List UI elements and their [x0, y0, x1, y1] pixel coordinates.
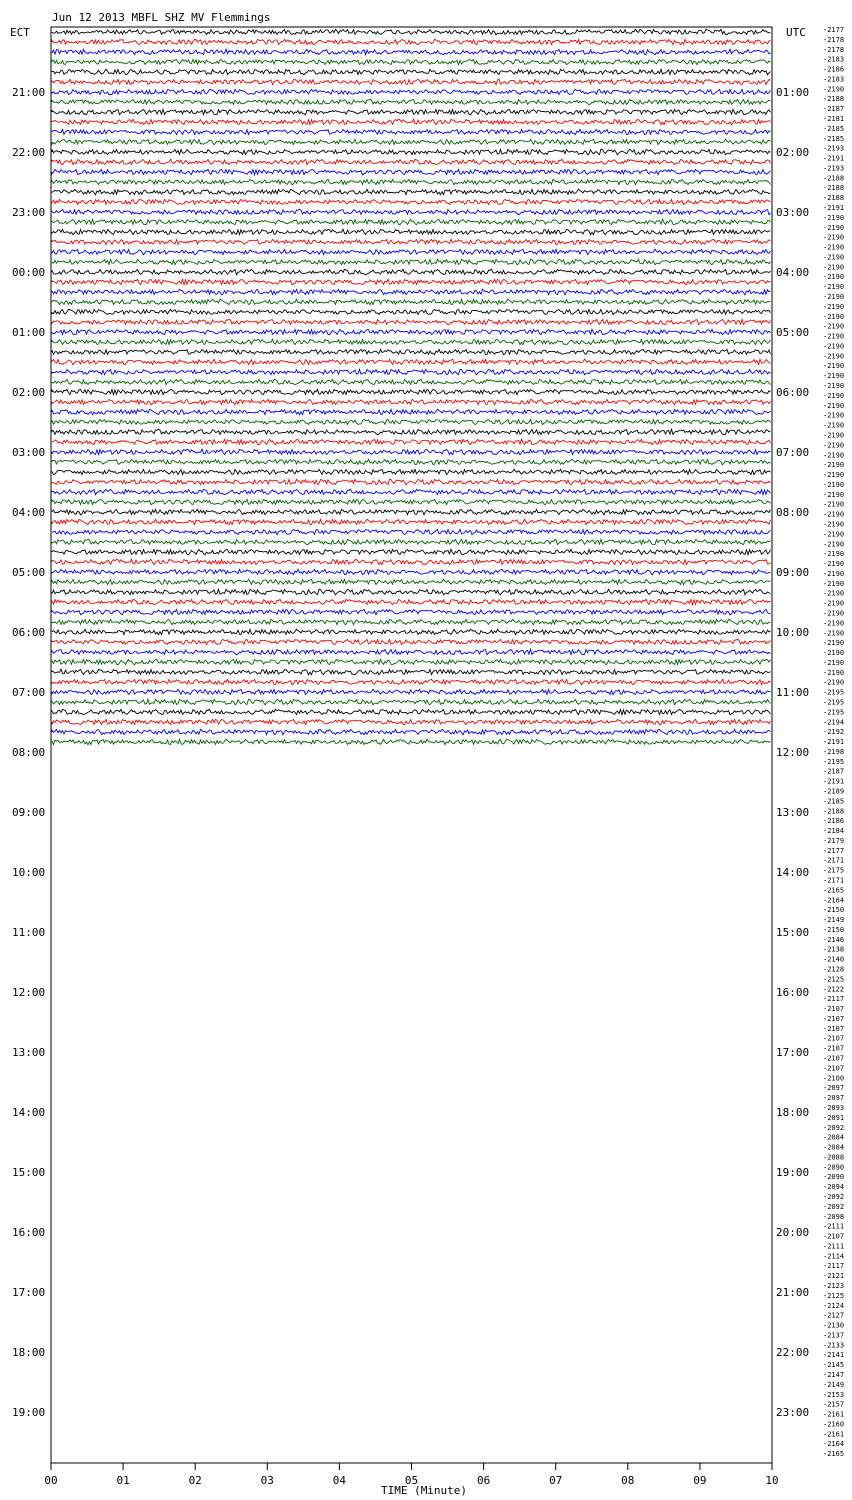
trace-line — [52, 639, 771, 644]
offset-label: -2092 — [823, 1202, 845, 1211]
x-tick-label: 00 — [44, 1474, 58, 1487]
left-hour-label: 08:00 — [12, 746, 46, 759]
right-hour-label: 23:00 — [776, 1406, 810, 1419]
offset-label: -2107 — [823, 1232, 845, 1241]
offset-label: -2093 — [823, 1104, 845, 1112]
offset-label: -2190 — [823, 658, 845, 667]
trace-line — [52, 569, 771, 575]
offset-label: -2121 — [823, 1272, 845, 1281]
trace-line — [52, 689, 771, 695]
offset-label: -2190 — [823, 550, 845, 559]
offset-label: -2190 — [823, 372, 845, 381]
x-tick-label: 05 — [404, 1474, 419, 1487]
trace-line — [52, 439, 771, 445]
offset-label: -2190 — [823, 322, 845, 331]
offset-label: -2181 — [823, 115, 845, 123]
offset-label: -2190 — [823, 342, 845, 351]
trace-line — [52, 279, 771, 285]
x-tick-label: 03 — [260, 1474, 274, 1487]
offset-label: -2137 — [823, 1331, 845, 1340]
trace-line — [52, 29, 771, 35]
right-hour-label: 14:00 — [776, 866, 810, 879]
offset-label: -2190 — [823, 362, 845, 371]
trace-line — [52, 99, 771, 105]
left-hour-label: 13:00 — [12, 1046, 46, 1059]
right-hour-label: 08:00 — [776, 506, 810, 519]
x-tick-label: 01 — [116, 1474, 130, 1487]
trace-line — [52, 369, 771, 375]
x-tick-label: 08 — [621, 1474, 635, 1487]
trace-line — [52, 39, 771, 44]
offset-label: -2190 — [823, 500, 845, 509]
offset-label: -2190 — [823, 302, 845, 311]
right-hour-label: 18:00 — [776, 1106, 810, 1119]
trace-line — [52, 449, 771, 455]
offset-label: -2091 — [823, 1113, 845, 1122]
x-tick-label: 09 — [693, 1474, 707, 1487]
right-hour-label: 03:00 — [776, 206, 810, 219]
offset-label: -2190 — [823, 510, 845, 519]
trace-line — [52, 389, 771, 395]
trace-line — [52, 79, 771, 84]
offset-label: -2178 — [823, 45, 845, 54]
trace-line — [52, 409, 771, 415]
offset-label: -2195 — [823, 698, 845, 707]
left-hour-label: 07:00 — [12, 686, 46, 699]
offset-label: -2185 — [823, 124, 845, 133]
left-hour-label: 03:00 — [12, 446, 46, 459]
trace-line — [52, 379, 771, 385]
offset-label: -2184 — [823, 827, 845, 836]
offset-label: -2150 — [823, 926, 845, 934]
trace-line — [52, 109, 771, 115]
offset-label: -2123 — [823, 1282, 845, 1290]
trace-line — [52, 59, 771, 64]
offset-label: -2190 — [823, 599, 845, 608]
offset-label: -2188 — [823, 807, 845, 816]
offset-label: -2188 — [823, 95, 845, 104]
offset-label: -2090 — [823, 1173, 845, 1182]
x-tick-label: 04 — [332, 1474, 347, 1487]
left-hour-label: 06:00 — [12, 626, 46, 639]
trace-line — [52, 559, 771, 565]
trace-line — [52, 699, 771, 705]
offset-label: -2190 — [823, 332, 845, 341]
trace-line — [52, 159, 771, 165]
left-hour-label: 15:00 — [12, 1166, 46, 1179]
trace-line — [52, 619, 771, 625]
offset-label: -2190 — [823, 471, 845, 479]
offset-label: -2107 — [823, 1064, 845, 1073]
offset-label: -2164 — [823, 1440, 845, 1449]
offset-label: -2190 — [823, 569, 845, 578]
trace-line — [52, 149, 771, 155]
offset-label: -2107 — [823, 1034, 845, 1043]
offset-label: -2165 — [823, 1450, 845, 1459]
left-hour-label: 22:00 — [12, 146, 46, 159]
trace-line — [52, 589, 771, 595]
trace-line — [52, 479, 771, 485]
trace-line — [52, 249, 771, 255]
offset-label: -2185 — [823, 134, 845, 143]
trace-line — [52, 139, 771, 145]
offset-label: -2187 — [823, 767, 845, 776]
right-hour-label: 05:00 — [776, 326, 810, 339]
trace-line — [52, 679, 771, 685]
trace-line — [52, 269, 771, 275]
offset-label: -2097 — [823, 1084, 845, 1093]
offset-label: -2100 — [823, 1074, 845, 1083]
offset-label: -2194 — [823, 718, 845, 727]
offset-label: -2190 — [823, 213, 845, 222]
offset-label: -2190 — [823, 401, 845, 410]
offset-label: -2191 — [823, 777, 845, 786]
x-tick-label: 10 — [765, 1474, 779, 1487]
offset-label: -2195 — [823, 757, 845, 766]
trace-line — [52, 429, 771, 435]
offset-label: -2195 — [823, 708, 845, 717]
trace-line — [52, 489, 771, 495]
trace-line — [52, 169, 771, 175]
trace-line — [52, 529, 771, 534]
trace-line — [52, 419, 771, 424]
offset-label: -2193 — [823, 164, 845, 173]
trace-line — [52, 189, 771, 195]
offset-label: -2084 — [823, 1133, 845, 1142]
trace-line — [52, 599, 771, 605]
offset-label: -2190 — [823, 461, 845, 470]
trace-line — [52, 459, 771, 465]
right-hour-label: 11:00 — [776, 686, 810, 699]
offset-label: -2171 — [823, 856, 845, 865]
offset-label: -2175 — [823, 866, 845, 875]
trace-line — [52, 339, 771, 345]
offset-label: -2107 — [823, 1044, 845, 1053]
trace-line — [52, 199, 771, 204]
trace-line — [52, 469, 771, 475]
offset-label: -2190 — [823, 668, 845, 677]
trace-line — [52, 69, 771, 75]
right-hour-label: 22:00 — [776, 1346, 810, 1359]
offset-label: -2190 — [823, 85, 845, 94]
right-hour-label: 07:00 — [776, 446, 810, 459]
x-tick-label: 07 — [549, 1474, 563, 1487]
trace-group — [52, 29, 771, 745]
right-hour-label: 12:00 — [776, 746, 810, 759]
offset-label: -2191 — [823, 154, 845, 163]
offset-label: -2140 — [823, 955, 845, 964]
right-hour-label: 19:00 — [776, 1166, 810, 1179]
offset-label: -2111 — [823, 1222, 845, 1231]
left-hour-label: 00:00 — [12, 266, 46, 279]
trace-line — [52, 259, 771, 265]
trace-line — [52, 309, 771, 314]
offset-label: -2190 — [823, 619, 845, 628]
offset-label: -2188 — [823, 194, 845, 203]
offset-label: -2190 — [823, 312, 845, 321]
right-hour-label: 15:00 — [776, 926, 810, 939]
x-axis-label: TIME (Minute) — [380, 1484, 468, 1497]
left-hour-label: 09:00 — [12, 806, 46, 819]
right-timezone-label: UTC — [786, 26, 806, 39]
offset-label: -2190 — [823, 233, 845, 242]
offset-label: -2195 — [823, 688, 845, 697]
offset-label: -2190 — [823, 273, 845, 282]
right-hour-label: 02:00 — [776, 146, 810, 159]
right-hour-label: 09:00 — [776, 566, 810, 579]
trace-line — [52, 239, 771, 244]
trace-line — [52, 659, 771, 665]
offset-label: -2190 — [823, 609, 845, 618]
offset-label: -2160 — [823, 1420, 845, 1429]
offset-label: -2161 — [823, 1430, 845, 1439]
offset-label: -2190 — [823, 431, 845, 440]
offset-label: -2107 — [823, 1054, 845, 1063]
trace-line — [52, 579, 771, 585]
offset-label: -2190 — [823, 441, 845, 450]
offset-label: -2190 — [823, 540, 845, 549]
offset-label: -2107 — [823, 1005, 845, 1014]
offset-label: -2190 — [823, 678, 845, 687]
offset-label: -2188 — [823, 174, 845, 183]
trace-line — [52, 209, 771, 215]
left-hour-label: 01:00 — [12, 326, 46, 339]
left-hour-label: 23:00 — [12, 206, 46, 219]
trace-line — [52, 739, 771, 745]
left-hour-label: 16:00 — [12, 1226, 46, 1239]
offset-label: -2190 — [823, 382, 845, 390]
offset-label: -2114 — [823, 1252, 845, 1261]
x-tick-label: 02 — [188, 1474, 202, 1487]
trace-line — [52, 729, 771, 735]
offset-label: -2125 — [823, 975, 845, 984]
offset-label: -2192 — [823, 728, 845, 737]
offset-label: -2146 — [823, 935, 845, 944]
offset-label: -2190 — [823, 629, 845, 638]
left-hour-label: 10:00 — [12, 866, 46, 879]
trace-line — [52, 89, 771, 94]
offset-label: -2190 — [823, 490, 845, 499]
offset-label: -2190 — [823, 520, 845, 529]
trace-line — [52, 319, 771, 325]
offset-label: -2190 — [823, 649, 845, 657]
offset-label: -2145 — [823, 1361, 845, 1370]
left-hour-labels — [12, 86, 45, 1419]
offset-label: -2186 — [823, 817, 845, 826]
offset-label: -2138 — [823, 945, 845, 954]
trace-line — [52, 719, 771, 724]
offset-label: -2130 — [823, 1321, 845, 1330]
left-hour-label: 19:00 — [12, 1406, 46, 1419]
left-hour-label: 11:00 — [12, 926, 46, 939]
offset-label: -2092 — [823, 1193, 845, 1201]
offset-label: -2183 — [823, 75, 845, 84]
offset-label: -2098 — [823, 1212, 845, 1221]
offset-label: -2190 — [823, 352, 845, 361]
offset-label: -2191 — [823, 738, 845, 747]
right-hour-label: 10:00 — [776, 626, 810, 639]
offset-label: -2161 — [823, 1410, 845, 1419]
offset-label: -2190 — [823, 243, 845, 252]
offset-label: -2185 — [823, 797, 845, 806]
trace-line — [52, 359, 771, 365]
offset-label: -2190 — [823, 391, 845, 400]
offset-label: -2153 — [823, 1390, 845, 1399]
offset-label: -2149 — [823, 1380, 845, 1389]
offset-label: -2190 — [823, 639, 845, 648]
offset-label: -2150 — [823, 906, 845, 915]
left-hour-label: 02:00 — [12, 386, 46, 399]
right-hour-label: 20:00 — [776, 1226, 810, 1239]
offset-label: -2189 — [823, 787, 845, 796]
offset-label: -2090 — [823, 1163, 845, 1172]
offset-label: -2190 — [823, 530, 845, 539]
left-hour-label: 21:00 — [12, 86, 46, 99]
offset-label: -2133 — [823, 1341, 845, 1350]
offset-label: -2124 — [823, 1301, 845, 1310]
offset-label: -2190 — [823, 480, 845, 489]
offset-label: -2128 — [823, 965, 845, 974]
offset-label: -2149 — [823, 916, 845, 925]
chart-title: Jun 12 2013 MBFL SHZ MV Flemmings — [52, 11, 271, 24]
trace-line — [52, 219, 771, 225]
trace-line — [52, 229, 771, 235]
offset-label: -2117 — [823, 1262, 845, 1271]
trace-line — [52, 499, 771, 504]
offset-label: -2141 — [823, 1351, 845, 1360]
left-timezone-label: ECT — [10, 26, 30, 39]
offset-label: -2190 — [823, 560, 845, 568]
offset-label: -2164 — [823, 896, 845, 905]
offset-label: -2193 — [823, 144, 845, 153]
trace-line — [52, 649, 771, 655]
offset-label: -2125 — [823, 1291, 845, 1300]
trace-line — [52, 289, 771, 295]
trace-line — [52, 399, 771, 405]
trace-line — [52, 49, 771, 55]
offset-label: -2190 — [823, 589, 845, 598]
trace-line — [52, 179, 771, 185]
offset-label: -2107 — [823, 1015, 845, 1023]
offset-label: -2178 — [823, 35, 845, 44]
offset-label: -2177 — [823, 846, 845, 855]
offset-label: -2190 — [823, 293, 845, 301]
right-hour-label: 21:00 — [776, 1286, 810, 1299]
offset-label: -2198 — [823, 747, 845, 756]
trace-line — [52, 349, 771, 354]
offset-label: -2127 — [823, 1311, 845, 1320]
offset-label: -2190 — [823, 253, 845, 262]
left-hour-label: 12:00 — [12, 986, 46, 999]
offset-label: -2111 — [823, 1242, 845, 1251]
offset-label: -2107 — [823, 1024, 845, 1033]
trace-line — [52, 329, 771, 335]
left-hour-label: 18:00 — [12, 1346, 46, 1359]
offset-label: -2117 — [823, 995, 845, 1004]
trace-line — [52, 129, 771, 134]
offset-label: -2188 — [823, 184, 845, 193]
offset-label: -2190 — [823, 223, 845, 232]
trace-line — [52, 509, 771, 515]
offset-label: -2190 — [823, 579, 845, 588]
left-hour-label: 04:00 — [12, 506, 46, 519]
offset-label: -2186 — [823, 65, 845, 74]
right-hour-label: 13:00 — [776, 806, 810, 819]
trace-line — [52, 299, 771, 305]
offset-label: -2183 — [823, 55, 845, 64]
trace-line — [52, 119, 771, 125]
offset-label: -2084 — [823, 1143, 845, 1152]
left-hour-label: 05:00 — [12, 566, 46, 579]
right-hour-label: 16:00 — [776, 986, 810, 999]
trace-line — [52, 609, 771, 614]
offset-label: -2190 — [823, 263, 845, 272]
offset-label: -2165 — [823, 886, 845, 895]
offset-label: -2177 — [823, 26, 845, 34]
offset-label: -2190 — [823, 451, 845, 460]
offset-label: -2088 — [823, 1153, 845, 1162]
trace-line — [52, 519, 771, 525]
right-hour-labels — [776, 86, 809, 1419]
offset-label: -2191 — [823, 204, 845, 212]
trace-line — [52, 549, 771, 555]
left-hour-label: 14:00 — [12, 1106, 46, 1119]
right-offset-labels — [823, 26, 844, 1458]
offset-label: -2190 — [823, 421, 845, 430]
offset-label: -2092 — [823, 1123, 845, 1132]
offset-label: -2190 — [823, 411, 845, 420]
trace-line — [52, 709, 771, 715]
trace-line — [52, 669, 771, 675]
offset-label: -2187 — [823, 105, 845, 114]
offset-label: -2190 — [823, 283, 845, 292]
left-hour-label: 17:00 — [12, 1286, 46, 1299]
right-hour-label: 06:00 — [776, 386, 810, 399]
trace-line — [52, 629, 771, 635]
offset-label: -2122 — [823, 985, 845, 994]
right-hour-label: 04:00 — [776, 266, 810, 279]
offset-label: -2094 — [823, 1183, 845, 1192]
offset-label: -2179 — [823, 837, 845, 845]
offset-label: -2097 — [823, 1094, 845, 1103]
trace-line — [52, 539, 771, 545]
offset-label: -2171 — [823, 876, 845, 885]
right-hour-label: 17:00 — [776, 1046, 810, 1059]
offset-label: -2147 — [823, 1371, 845, 1379]
right-hour-label: 01:00 — [776, 86, 810, 99]
x-tick-label: 06 — [476, 1474, 491, 1487]
offset-label: -2157 — [823, 1400, 845, 1409]
